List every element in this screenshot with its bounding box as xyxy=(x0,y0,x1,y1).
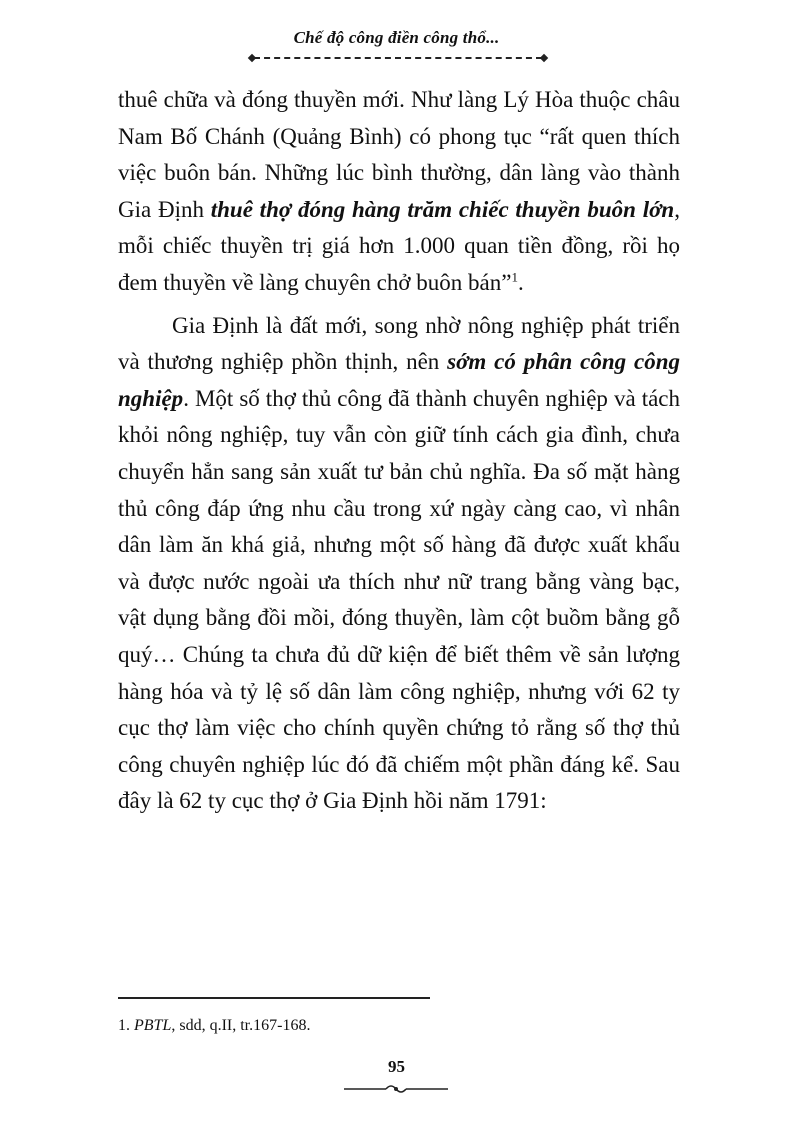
footnote-separator xyxy=(118,997,430,999)
header-dashed-rule xyxy=(254,57,542,59)
paragraph-1-text-a: thuê chữa và đóng thuyền mới. Như làng Lý Hòa thuộc châu Nam Bố Chánh (Quảng Bình) có phong tục “rất quen thích việc buôn bán. Những lúc bình thường, dân làng vào thành Gia Định xyxy=(118,87,680,222)
paragraph-2-emphasis: sớm có phân công công nghiệp xyxy=(118,349,680,411)
paragraph-1-emphasis: thuê thợ đóng hàng trăm chiếc thuyền buôn lớn xyxy=(210,196,675,222)
paragraph-1 xyxy=(118,82,680,302)
paragraph-2-text-c: . Một số thợ thủ công đã thành chuyên nghiệp và tách khỏi nông nghiệp, tuy vẫn còn giữ tính cách gia đình, chưa chuyển hẳn sang sản xuất tư bản chủ nghĩa. Đa số mặt hàng thủ công đáp ứng nhu cầu trong xứ ngày càng cao, vì nhân dân làm ăn khá giả, nhưng một số hàng đã được xuất khẩu và được nước ngoài ưa thích như nữ trang bằng vàng bạc, vật dụng bằng đồi mồi, đóng thuyền, làm cột buồm bằng gỗ quý… Chúng ta chưa đủ dữ kiện để biết thêm về sản lượng hàng hóa và tỷ lệ số dân làm công nghiệp, nhưng với 62 ty cục thợ làm việc cho chính quyền chứng tỏ rằng số thợ thủ công chuyên nghiệp lúc đó đã chiếm một phần đáng kể. Sau đây là 62 ty cục thợ ở Gia Định hồi năm 1791: xyxy=(118,385,680,814)
page-number: 95 xyxy=(388,1057,405,1076)
running-header: Chế độ công điền công thổ... xyxy=(293,28,500,47)
paragraph-2-text-a: Gia Định là đất mới, song nhờ nông nghiệp phát triển và thương nghiệp phồn thịnh, nên xyxy=(118,312,680,375)
footnote-source: PBTL xyxy=(134,1017,172,1034)
paragraph-1-end: . xyxy=(517,269,524,295)
rule-end-ornament xyxy=(540,54,548,62)
footnote xyxy=(118,1016,680,1036)
paragraph-2 xyxy=(118,308,680,820)
paragraph-1-text-c: , mỗi chiếc thuyền trị giá hơn 1.000 quan tiền đồng, rồi họ đem thuyền về làng chuyên chở buôn bán” xyxy=(118,196,680,295)
page-number-ornament xyxy=(344,1083,448,1095)
body-text xyxy=(118,82,680,820)
rule-end-ornament xyxy=(248,54,256,62)
footnote-citation: , sdd, q.II, tr.167-168. xyxy=(171,1017,311,1034)
footnote-marker[interactable]: 1 xyxy=(511,269,518,285)
footnote-number: 1. xyxy=(118,1017,130,1034)
